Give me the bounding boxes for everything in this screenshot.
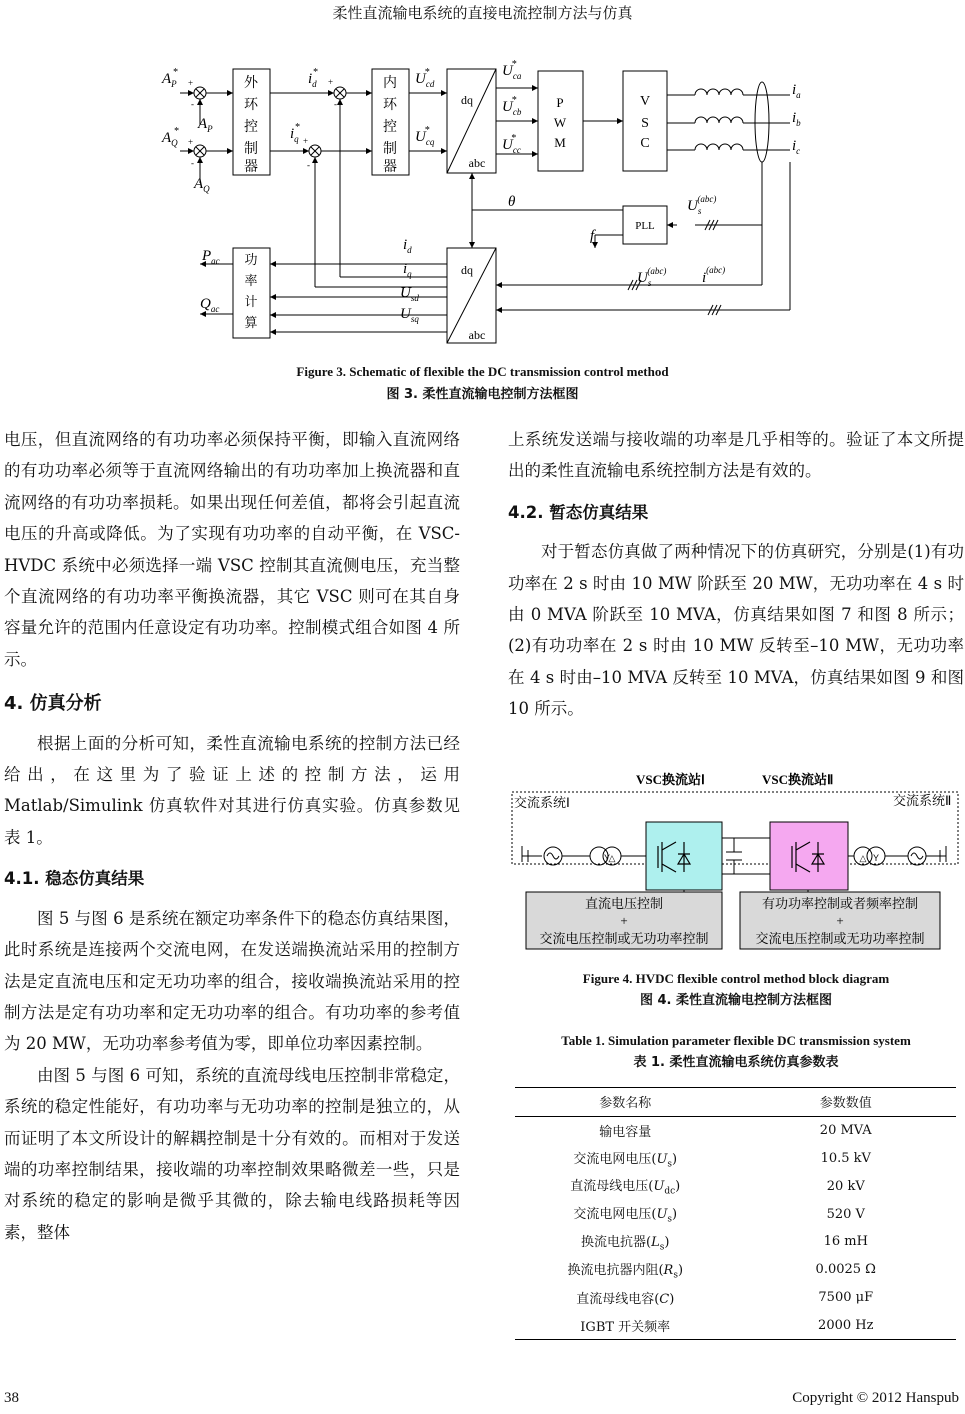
figure-4-caption-en: Figure 4. HVDC flexible control method block diagram: [582, 971, 890, 986]
right-column: [508, 424, 964, 725]
left-para-2: 根据上面的分析可知，柔性直流输电系统的控制方法已经给出，在这里为了验证上述的控制方法，运用 Matlab/Simulink 仿真软件对其进行仿真实验。仿真参数见表 1。: [4, 733, 460, 847]
section-4-2-heading: 4.2. 暂态仿真结果: [508, 502, 649, 522]
svg-text:f: f: [590, 228, 595, 244]
svg-text:环: 环: [244, 98, 258, 113]
figure-4-caption-cn: 图 4. 柔性直流输电控制方法框图: [639, 993, 833, 1008]
svg-text:AQ*: $A_Q*$: [162, 126, 179, 148]
svg-text:i(abc): $i^{(abc)}$: [702, 265, 726, 286]
right-para-2: 对于暂态仿真做了两种情况下的仿真研究，分别是(1)有功功率在 2 s 时由 10 MW 阶跃至 20 MW，无功功率在 4 s 时由 0 MVA 阶跃至 10 MVA，仿真结果如图 7 和图 8 所示；(2)有功功率在 2 s 时由 10 MW 反转至–10 MW，无功功率在 4 s 时由–10 MVA 反转至 10 MVA，仿真结果如图 9 和图 10 所示。: [508, 542, 964, 719]
page-number: 38: [4, 1390, 19, 1406]
figure-3-caption-en: Figure 3. Schematic of flexible the DC transmission control method: [296, 364, 669, 379]
figure-3-caption-cn: 图 3. 柔性直流输电控制方法框图: [386, 387, 579, 402]
figure-3-diagram: [150, 50, 820, 350]
svg-text:内: 内: [383, 76, 397, 91]
svg-text:-: -: [307, 160, 310, 170]
svg-text:-: -: [334, 99, 337, 109]
table-row: 交流电网电压$(U_s)$ 520 V: [573, 1206, 865, 1225]
table-row: 输电容量 20 MVA: [599, 1123, 872, 1141]
svg-text:Ucc*: $U_{cc}*$: [502, 133, 521, 155]
svg-text:交流电压控制或无功功率控制: 交流电压控制或无功功率控制: [755, 931, 925, 946]
table-1-caption-en: Table 1. Simulation parameter flexible DC transmission system: [561, 1033, 911, 1048]
svg-text:AQ: $A_Q$: [194, 176, 210, 194]
svg-text:控: 控: [244, 120, 258, 135]
table-header-row: [515, 1088, 956, 1117]
svg-text:id: $i_d$: [403, 237, 412, 255]
svg-text:Qac: $Q_{ac}$: [200, 296, 220, 314]
svg-text:功: 功: [244, 252, 258, 267]
svg-text:外: 外: [244, 76, 258, 91]
svg-text:S: S: [641, 116, 649, 131]
svg-text:Y: Y: [603, 853, 611, 863]
svg-text:ic: $i_c$: [792, 138, 801, 156]
right-para-1: 上系统发送端与接收端的功率是几乎相等的。验证了本文所提出的柔性直流输电系统控制方法是有效的。: [508, 430, 964, 481]
svg-text:+: +: [188, 137, 194, 147]
table-row: 直流母线电压$(U_{dc})$ 20 kV: [570, 1178, 865, 1198]
svg-text:算: 算: [244, 315, 258, 330]
table-row: IGBT 开关频率 2000 Hz: [580, 1317, 874, 1335]
svg-text:Us(abc): $U_s(abc)$: [687, 194, 717, 216]
svg-text:控: 控: [383, 120, 397, 135]
left-para-1: 电压，但直流网络的有功功率必须保持平衡，即输入直流网络的有功功率必须等于直流网络输出的有功功率加上换流器和直流网络的有功功率损耗。如果出现任何差值，都将会引起直流电压的升高或降低。为了实现有功功率的自动平衡，在 VSC-HVDC 系统中必须选择一端 VSC 控制其直流侧电压，充当整个直流网络的有功功率平衡换流器，其它 VSC 则可在其自身容量允许的范围内任意设定有功功率。控制模式组合如图 4 所示。: [4, 430, 460, 669]
svg-text:Ucd*: $U_{cd}*$: [415, 67, 435, 89]
svg-text:AP: $A_P$: [198, 116, 213, 134]
svg-text:VSC换流站Ⅱ: VSC换流站Ⅱ: [762, 772, 834, 787]
svg-text:△: △: [608, 853, 616, 863]
table-1-caption-cn: 表 1. 柔性直流输电系统仿真参数表: [633, 1055, 839, 1070]
svg-text:iq: $i_q$: [403, 261, 412, 279]
svg-text:dq: dq: [461, 263, 473, 277]
svg-text:abc: abc: [468, 156, 486, 170]
svg-text:交流电压控制或无功功率控制: 交流电压控制或无功功率控制: [539, 931, 709, 946]
table-row: 直流母线电容(C) 7500 μF: [576, 1289, 874, 1307]
svg-text:ia: $i_a$: [792, 82, 801, 100]
svg-text:id*: $i_d*$: [308, 67, 318, 89]
svg-text:率: 率: [244, 273, 258, 288]
svg-text:abc: abc: [468, 328, 486, 342]
svg-text:P: P: [556, 95, 564, 110]
svg-text:计: 计: [244, 294, 258, 309]
svg-text:交流系统Ⅰ: 交流系统Ⅰ: [514, 795, 570, 810]
svg-text:-: -: [191, 158, 194, 168]
header-param-name: 参数名称: [599, 1096, 652, 1112]
svg-text:VSC换流站Ⅰ: VSC换流站Ⅰ: [636, 772, 705, 787]
svg-text:器: 器: [244, 160, 258, 175]
svg-text:Us(abc): $U_s(abc)$: [637, 266, 667, 288]
svg-text:+: +: [188, 78, 194, 88]
svg-text:W: W: [553, 115, 567, 130]
svg-text:ib: $i_b$: [792, 110, 801, 128]
table-row: 换流电抗器$(L_s)$ 16 mH: [581, 1234, 868, 1253]
running-header: 柔性直流输电系统的直接电流控制方法与仿真: [332, 4, 633, 22]
svg-text:iq*: $i_q*$: [290, 122, 300, 144]
svg-text:器: 器: [383, 160, 397, 175]
header-param-value: 参数数值: [819, 1096, 872, 1112]
table-row: 交流电网电压$(U_s)$ 10.5 kV: [573, 1150, 871, 1170]
table-row: 换流电抗器内阻$(R_s)$ 0.0025 Ω: [567, 1262, 876, 1281]
svg-text:+: +: [836, 913, 844, 928]
svg-text:制: 制: [383, 142, 397, 157]
svg-text:+: +: [620, 913, 628, 928]
svg-text:△: △: [859, 853, 867, 863]
svg-text:Ucb*: $U_{cb}*$: [502, 95, 522, 117]
vsc-station-2-block: [770, 822, 848, 890]
left-para-4: 由图 5 与图 6 可知，系统的直流母线电压控制非常稳定，系统的稳定性能好，有功功率与无功功率的控制是独立的，从而证明了本文所设计的解耦控制是十分有效的。而相对于发送端的功率控制结果，接收端的功率控制效果略微差一些，只是对系统的稳定的影响是微乎其微的，除去输电线路损耗等因素，整体: [4, 1065, 460, 1242]
svg-text:-: -: [191, 99, 194, 109]
svg-text:Uca*: $U_{ca}*$: [502, 59, 522, 81]
svg-text:制: 制: [244, 142, 258, 157]
svg-text:有功功率控制或者频率控制: 有功功率控制或者频率控制: [761, 896, 919, 911]
svg-text:M: M: [554, 135, 566, 150]
svg-text:Usq: $U_{sq}$: [400, 306, 419, 324]
svg-text:环: 环: [383, 98, 397, 113]
svg-text:θ: θ: [508, 194, 516, 210]
svg-text:AP*: $A_P*$: [162, 67, 178, 89]
svg-text:交流系统Ⅱ: 交流系统Ⅱ: [893, 793, 952, 808]
simulation-parameter-table: [515, 1087, 956, 1340]
svg-text:dq: dq: [461, 93, 473, 107]
svg-text:Ucq*: $U_{cq}*$: [415, 125, 435, 147]
svg-text:V: V: [639, 94, 651, 109]
svg-text:+: +: [303, 136, 309, 146]
svg-text:Y: Y: [872, 853, 880, 863]
svg-text:C: C: [640, 136, 650, 151]
copyright: Copyright © 2012 Hanspub: [792, 1390, 959, 1406]
svg-text:+: +: [328, 77, 334, 87]
left-para-3: 图 5 与图 6 是系统在额定功率条件下的稳态仿真结果图，此时系统是连接两个交流电网，在发送端换流站采用的控制方法是定直流电压和定无功功率的组合，接收端换流站采用的控制方法是定有功功率和定无功功率的组合。有功功率的参考值为 20 MW，无功功率参考值为零，即单位功率因素控制。: [4, 908, 460, 1054]
svg-text:PLL: PLL: [635, 220, 655, 232]
svg-text:直流电压控制: 直流电压控制: [584, 896, 664, 911]
svg-text:Usd: $U_{sd}$: [400, 285, 419, 303]
left-column: [4, 424, 460, 1248]
figure-4-diagram: [508, 768, 964, 958]
svg-text:Pac: $P_{ac}$: [202, 248, 220, 266]
section-4-heading: 4. 仿真分析: [4, 693, 102, 715]
section-4-1-heading: 4.1. 稳态仿真结果: [4, 869, 145, 889]
